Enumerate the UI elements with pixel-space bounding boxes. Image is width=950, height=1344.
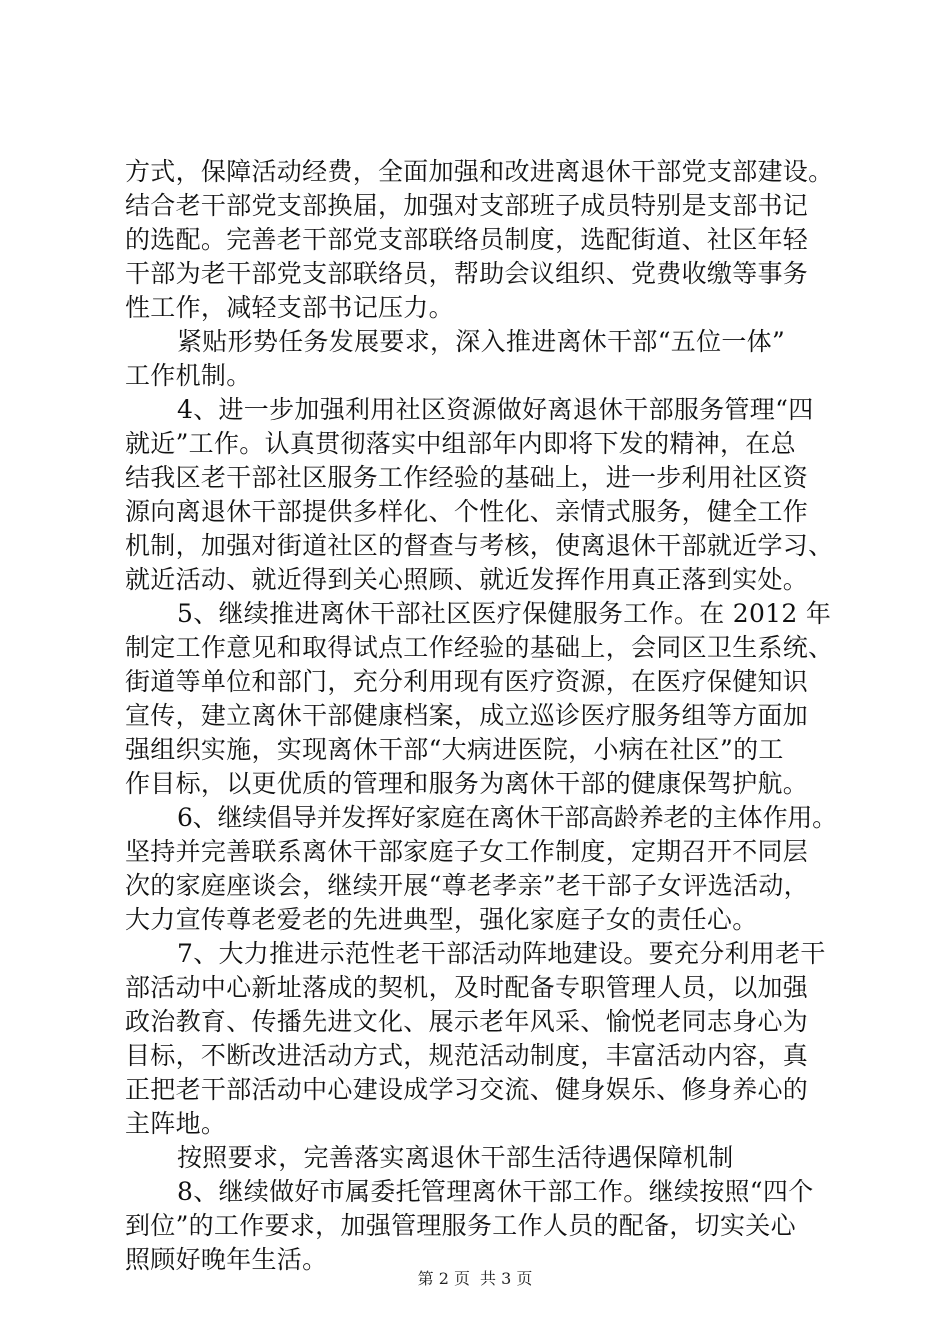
text-line: 街道等单位和部门，充分利用现有医疗资源，在医疗保健知识	[125, 667, 809, 696]
text-line: 5、继续推进离休干部社区医疗保健服务工作。在 2012 年	[177, 599, 832, 628]
text-line: 就近”工作。认真贯彻落实中组部年内即将下发的精神，在总	[125, 429, 796, 458]
text-line: 坚持并完善联系离休干部家庭子女工作制度，定期召开不同层	[125, 837, 809, 866]
text-line: 7、大力推进示范性老干部活动阵地建设。要充分利用老干	[177, 939, 826, 968]
text-line: 6、继续倡导并发挥好家庭在离休干部高龄养老的主体作用。	[177, 803, 837, 832]
text-line: 主阵地。	[125, 1109, 227, 1138]
page-footer	[0, 1269, 950, 1289]
text-line: 目标，不断改进活动方式，规范活动制度，丰富活动内容，真	[125, 1041, 809, 1070]
document-body	[125, 155, 845, 1277]
page-total: 共 3 页	[480, 1269, 533, 1288]
text-line: 政治教育、传播先进文化、展示老年风采、愉悦老同志身心为	[125, 1007, 809, 1036]
text-line: 正把老干部活动中心建设成学习交流、健身娱乐、修身养心的	[125, 1075, 809, 1104]
text-line: 干部为老干部党支部联络员，帮助会议组织、党费收缴等事务	[125, 259, 809, 288]
text-line: 的选配。完善老干部党支部联络员制度，选配街道、社区年轻	[125, 225, 809, 254]
page-number: 第 2 页	[417, 1269, 470, 1288]
text-line: 源向离退休干部提供多样化、个性化、亲情式服务，健全工作	[125, 497, 809, 526]
text-line: 照顾好晚年生活。	[125, 1245, 328, 1274]
text-line: 部活动中心新址落成的契机，及时配备专职管理人员，以加强	[125, 973, 809, 1002]
text-line: 作目标，以更优质的管理和服务为离休干部的健康保驾护航。	[125, 769, 809, 798]
text-line: 方式，保障活动经费，全面加强和改进离退休干部党支部建设。	[125, 157, 834, 186]
text-line: 大力宣传尊老爱老的先进典型，强化家庭子女的责任心。	[125, 905, 758, 934]
text-line: 次的家庭座谈会，继续开展“尊老孝亲”老干部子女评选活动，	[125, 871, 809, 900]
text-line: 性工作，减轻支部书记压力。	[125, 293, 454, 322]
text-line: 按照要求，完善落实离退休干部生活待遇保障机制	[177, 1143, 734, 1172]
text-line: 工作机制。	[125, 361, 252, 390]
text-line: 结合老干部党支部换届，加强对支部班子成员特别是支部书记	[125, 191, 809, 220]
text-line: 宣传，建立离休干部健康档案，成立巡诊医疗服务组等方面加	[125, 701, 809, 730]
text-line: 就近活动、就近得到关心照顾、就近发挥作用真正落到实处。	[125, 565, 809, 594]
text-line: 制定工作意见和取得试点工作经验的基础上，会同区卫生系统、	[125, 633, 834, 662]
text-line: 8、继续做好市属委托管理离休干部工作。继续按照“四个	[177, 1177, 814, 1206]
text-line: 到位”的工作要求，加强管理服务工作人员的配备，切实关心	[125, 1211, 796, 1240]
text-line: 结我区老干部社区服务工作经验的基础上，进一步利用社区资	[125, 463, 809, 492]
text-line: 紧贴形势任务发展要求，深入推进离休干部“五位一体”	[177, 327, 786, 356]
text-line: 强组织实施，实现离休干部“大病进医院，小病在社区”的工	[125, 735, 784, 764]
text-line: 4、进一步加强利用社区资源做好离退休干部服务管理“四	[177, 395, 814, 424]
text-line: 机制，加强对街道社区的督查与考核，使离退休干部就近学习、	[125, 531, 834, 560]
